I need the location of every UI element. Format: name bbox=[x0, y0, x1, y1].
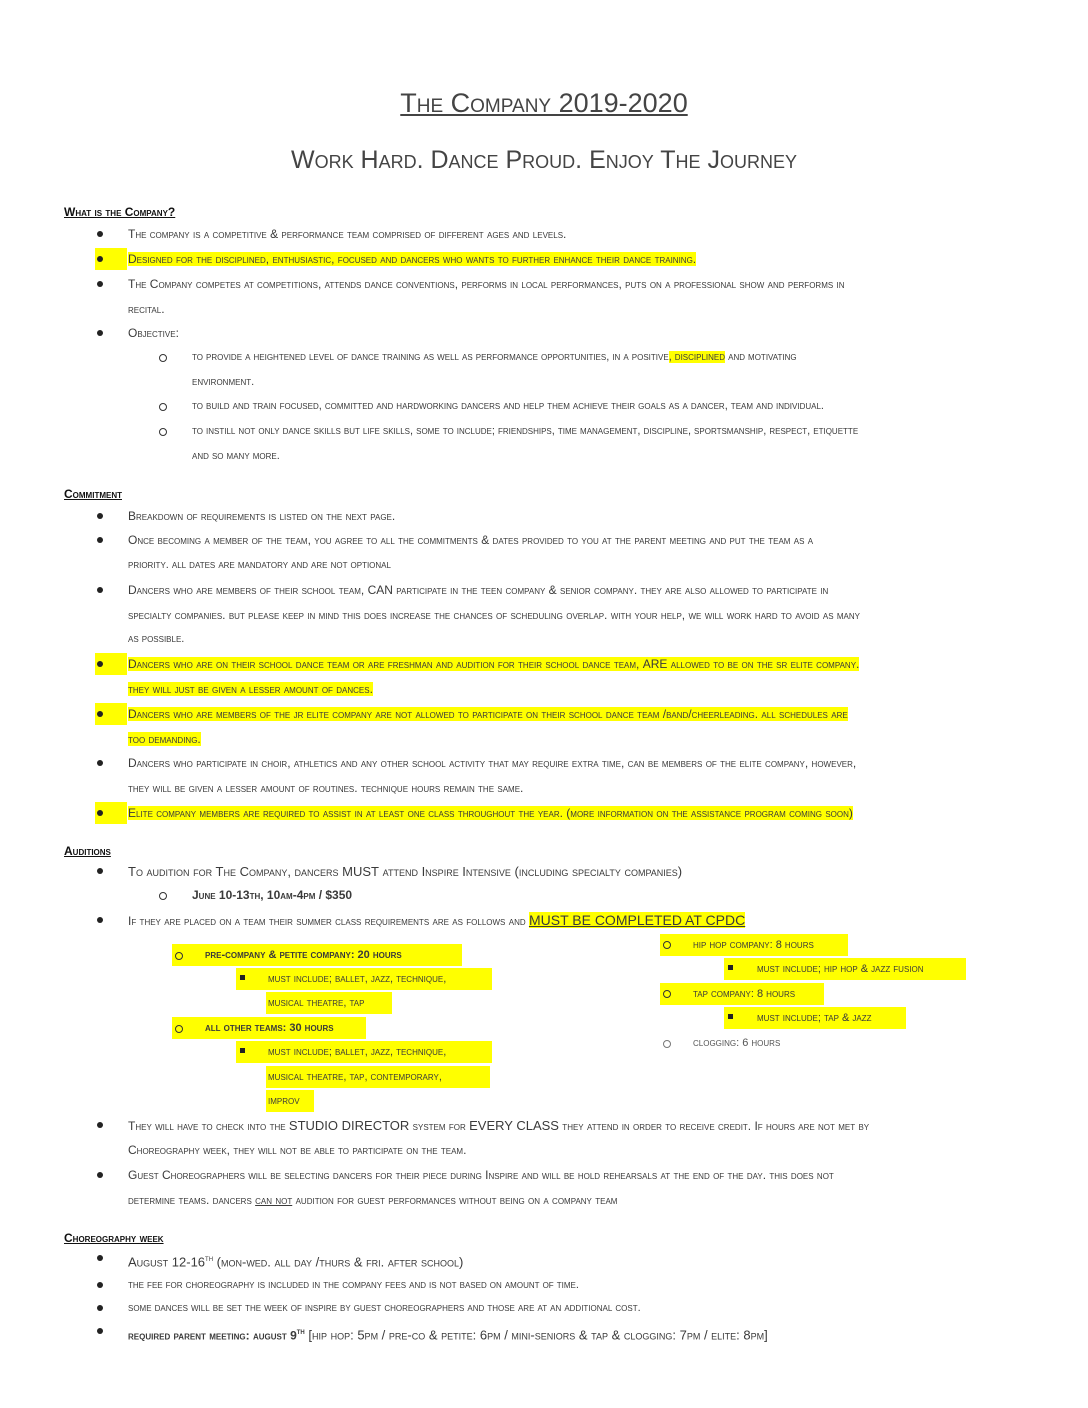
list-item-continuation bbox=[128, 677, 373, 702]
emphasis-text: MUST bbox=[342, 864, 380, 879]
text: They will have to check into the bbox=[128, 1119, 289, 1133]
sub-list-item-continuation: and so many more. bbox=[192, 450, 280, 462]
highlighted-text: they will just be given a lesser amount of dances. bbox=[128, 682, 373, 696]
list-item-continuation bbox=[128, 1188, 617, 1213]
square-bullet-icon bbox=[240, 975, 245, 980]
bullet-icon bbox=[97, 1328, 103, 1334]
requirement-item: hip hop company: 8 hours bbox=[693, 939, 814, 951]
page-title: The Company 2019-2020 bbox=[400, 88, 688, 118]
text: system for bbox=[409, 1119, 470, 1133]
text: (mon-wed. all day /thurs & fri. after school) bbox=[213, 1254, 464, 1270]
list-item bbox=[128, 801, 853, 826]
bullet-icon bbox=[97, 868, 103, 874]
bullet-icon bbox=[97, 760, 103, 766]
bullet-icon bbox=[97, 1122, 103, 1128]
bullet-icon bbox=[97, 231, 103, 237]
section-heading-commitment: Commitment bbox=[64, 487, 122, 501]
list-item-continuation: they will be given a lesser amount of routines. technique hours remain the same. bbox=[128, 781, 524, 795]
emphasis-text: CAN bbox=[367, 583, 393, 597]
requirement-detail: musical theatre, tap, contemporary, bbox=[268, 1071, 442, 1083]
text: audition for guest performances without being on a company team bbox=[292, 1193, 618, 1207]
list-item bbox=[128, 859, 682, 884]
text: August 12-16 bbox=[128, 1254, 206, 1270]
list-item bbox=[128, 1113, 869, 1139]
circle-bullet-icon bbox=[159, 354, 167, 362]
sub-list-item: to build and train focused, committed and hardworking dancers and help them achieve their goals as a dancer, team and individual. bbox=[192, 400, 824, 412]
sub-list-item: June 10-13th, 10am-4pm / $350 bbox=[192, 888, 353, 902]
emphasis-text: required parent meeting: august 9 bbox=[128, 1328, 297, 1343]
text: participate in the teen company & senior company. they are also allowed to participate in bbox=[392, 583, 829, 597]
list-item: Dancers who participate in choir, athletics and any other school activity that may require extra time, can be members of the elite company, however, bbox=[128, 756, 857, 770]
list-item-continuation: recital. bbox=[128, 302, 165, 316]
highlighted-text: Dancers who are members of the jr elite company are not allowed to participate on their school dance team /band/cheerleading. all schedules are bbox=[128, 707, 848, 721]
text: and motivating bbox=[725, 351, 797, 363]
requirement-detail: must include; tap & jazz bbox=[757, 1012, 872, 1024]
text: Dancers who are members of their school team, bbox=[128, 583, 368, 597]
emphasis-text: can not bbox=[255, 1193, 293, 1207]
requirement-detail: must include; ballet, jazz, technique, bbox=[268, 973, 447, 985]
sub-list-item-continuation: environment. bbox=[192, 376, 255, 388]
highlighted-text: Elite company members are required to assist in at least one class throughout the year. (more information on the assistance program coming soon) bbox=[128, 806, 853, 820]
list-item bbox=[128, 247, 696, 272]
bullet-icon bbox=[97, 281, 103, 287]
highlighted-text: MUST BE COMPLETED AT CPDC bbox=[528, 912, 746, 928]
text: attend Inspire Intensive (including specialty companies) bbox=[379, 864, 683, 879]
list-item: Breakdown of requirements is listed on the next page. bbox=[128, 509, 396, 523]
list-item: the fee for choreography is included in the company fees and is not based on amount of time. bbox=[128, 1279, 579, 1291]
highlighted-text: , disciplined bbox=[668, 351, 726, 363]
section-heading-what-is: What is the Company? bbox=[64, 205, 176, 219]
text: Dancers who are on their school dance team or are freshman and audition for their school dance team, bbox=[128, 657, 643, 671]
section-heading-choreography: Choreography week bbox=[64, 1231, 164, 1245]
circle-bullet-icon bbox=[159, 428, 167, 436]
highlighted-text: too demanding. bbox=[128, 732, 201, 746]
list-item: some dances will be set the week of inspire by guest choreographers and those are at an additional cost. bbox=[128, 1302, 641, 1314]
list-item: The company is a competitive & performance team comprised of different ages and levels. bbox=[128, 227, 567, 241]
circle-bullet-icon bbox=[159, 892, 167, 900]
superscript: th bbox=[205, 1254, 214, 1263]
highlighted-text: Designed for the disciplined, enthusiastic, focused and dancers who wants to further enhance their dance training. bbox=[128, 252, 697, 266]
superscript: th bbox=[296, 1327, 305, 1336]
bullet-icon bbox=[97, 1172, 103, 1178]
bullet-icon bbox=[97, 711, 103, 717]
list-item bbox=[128, 1319, 768, 1348]
list-item: Objective: bbox=[128, 326, 179, 340]
requirement-item: pre-company & petite company: 20 hours bbox=[205, 949, 402, 961]
text: to provide a heightened level of dance training as well as performance opportunities, in a positive bbox=[192, 351, 669, 363]
list-item-continuation bbox=[128, 727, 201, 752]
requirement-item: all other teams: 30 hours bbox=[205, 1022, 334, 1034]
bullet-icon bbox=[97, 587, 103, 593]
list-item-continuation: Choreography week, they will not be able to participate on the team. bbox=[128, 1143, 467, 1157]
bullet-icon bbox=[97, 1305, 103, 1311]
sub-list-item bbox=[192, 345, 797, 370]
circle-bullet-icon bbox=[663, 941, 671, 949]
bullet-icon bbox=[97, 256, 103, 262]
bullet-icon bbox=[97, 1255, 103, 1261]
emphasis-text: ARE bbox=[642, 657, 668, 671]
square-bullet-icon bbox=[728, 1014, 733, 1019]
text: To audition for The Company, dancers bbox=[128, 864, 343, 879]
page-subtitle: Work Hard. Dance Proud. Enjoy The Journey bbox=[291, 146, 797, 174]
requirement-detail: must include; ballet, jazz, technique, bbox=[268, 1046, 447, 1058]
bullet-icon bbox=[97, 810, 103, 816]
text: allowed to be on the sr elite company. bbox=[667, 657, 860, 671]
requirement-detail: musical theatre, tap bbox=[268, 997, 365, 1009]
requirement-detail: must include; hip hop & jazz fusion bbox=[757, 963, 924, 975]
square-bullet-icon bbox=[240, 1048, 245, 1053]
bullet-icon bbox=[97, 513, 103, 519]
requirement-item: clogging: 6 hours bbox=[693, 1037, 781, 1049]
list-item-continuation: specialty companies. but please keep in mind this does increase the chances of scheduling overlap. with your help, we will work hard to avoid as many bbox=[128, 608, 860, 622]
requirement-detail: improv bbox=[268, 1095, 300, 1107]
text: determine teams. dancers bbox=[128, 1193, 256, 1207]
list-item bbox=[128, 652, 859, 677]
bullet-icon bbox=[97, 537, 103, 543]
highlighted-text bbox=[128, 657, 859, 671]
text: [hip hop: 5pm / pre-co & petite: 6pm / mini-seniors & tap & clogging: 7pm / elite: 8pm] bbox=[304, 1327, 768, 1343]
emphasis-text: STUDIO DIRECTOR bbox=[288, 1118, 410, 1133]
circle-bullet-icon bbox=[159, 403, 167, 411]
emphasis-text: EVERY CLASS bbox=[469, 1118, 559, 1133]
list-item: The Company competes at competitions, attends dance conventions, performs in local performances, puts on a professional show and performs in bbox=[128, 277, 845, 291]
requirement-item: tap company: 8 hours bbox=[693, 988, 796, 1000]
bullet-icon bbox=[97, 330, 103, 336]
circle-bullet-icon bbox=[175, 1025, 183, 1033]
list-item bbox=[128, 1246, 463, 1274]
list-item: Guest Choreographers will be selecting dancers for their piece during Inspire and will be hold rehearsals at the end of the day. this does not bbox=[128, 1168, 834, 1182]
list-item bbox=[128, 578, 828, 603]
list-item: Once becoming a member of the team, you agree to all the commitments & dates provided to you at the parent meeting and put the team as a bbox=[128, 533, 814, 547]
list-item bbox=[128, 702, 848, 727]
sub-list-item: to instill not only dance skills but life skills, some to include; friendships, time management, discipline, sportsmanship, respect, etiquette bbox=[192, 425, 859, 437]
circle-bullet-icon bbox=[663, 990, 671, 998]
circle-bullet-icon bbox=[663, 1040, 671, 1048]
section-heading-auditions: Auditions bbox=[64, 844, 111, 858]
bullet-icon bbox=[97, 1282, 103, 1288]
list-item bbox=[128, 908, 745, 934]
bullet-icon bbox=[97, 661, 103, 667]
bullet-icon bbox=[97, 917, 103, 923]
list-item-continuation: priority. all dates are mandatory and are not optional bbox=[128, 559, 391, 571]
square-bullet-icon bbox=[728, 965, 733, 970]
text: they attend in order to receive credit. If hours are not met by bbox=[558, 1119, 870, 1133]
list-item-continuation: as possible. bbox=[128, 633, 185, 645]
text: If they are placed on a team their summer class requirements are as follows and bbox=[128, 914, 529, 928]
circle-bullet-icon bbox=[175, 952, 183, 960]
